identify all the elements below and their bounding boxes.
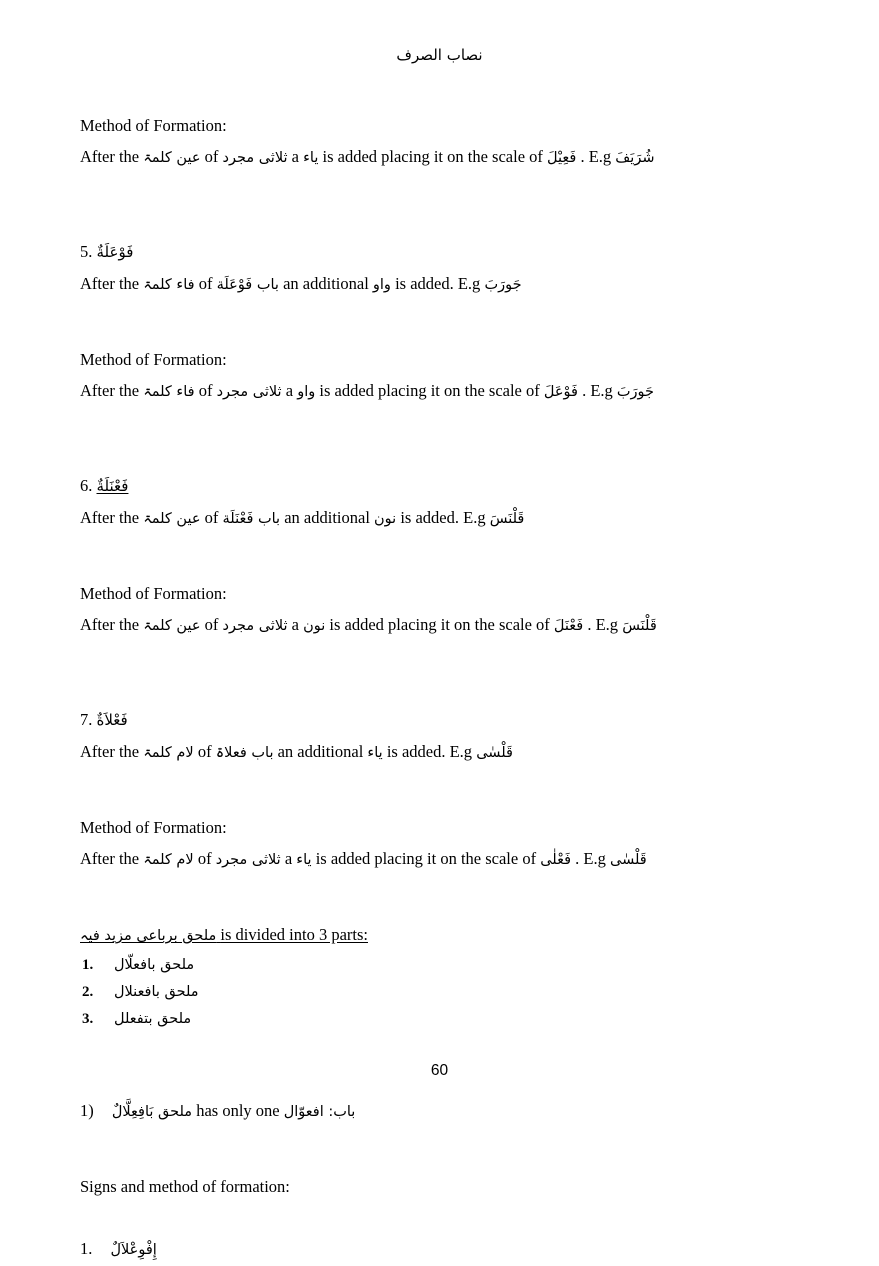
spacer bbox=[80, 301, 780, 344]
spacer bbox=[80, 174, 780, 236]
kalima-term: عین کلمۃ bbox=[143, 618, 201, 634]
added-letter: یاء bbox=[303, 150, 319, 166]
added-letter: نون bbox=[303, 618, 326, 634]
method-of-formation-heading: Method of Formation: bbox=[80, 116, 227, 135]
document-body bbox=[80, 110, 780, 1266]
after-the-label: After the bbox=[80, 742, 140, 761]
eg-label: . E.g bbox=[587, 615, 619, 634]
formation-mid-text: is added placing it on the scale of bbox=[329, 615, 550, 634]
of-label: of bbox=[197, 849, 212, 868]
added-letter: یاء bbox=[296, 852, 312, 868]
signs-item bbox=[80, 1233, 780, 1266]
signs-item-number: 1. bbox=[80, 1239, 93, 1258]
parts-heading-arabic: ملحق برباعی مزید فیہ bbox=[80, 928, 217, 944]
section-7-number: 7. bbox=[80, 710, 93, 729]
running-head bbox=[0, 46, 879, 66]
formation-block-faeel bbox=[80, 110, 780, 174]
article-a: a bbox=[285, 381, 294, 400]
list-item bbox=[80, 1006, 780, 1033]
bab-section-marker: 1) bbox=[80, 1101, 94, 1120]
eg-label: . E.g bbox=[580, 147, 612, 166]
scale-term: فَعْلٰی bbox=[540, 852, 572, 868]
section-7-title: فَعْلاَةٌ bbox=[96, 711, 128, 729]
section-7-rule-line bbox=[80, 736, 780, 769]
scale-term: فَعْنَلَ bbox=[553, 618, 584, 634]
example-term: قَلْسٰی bbox=[476, 745, 513, 761]
signs-section bbox=[80, 1171, 780, 1266]
mujarrad-term: ثلاثی مجرد bbox=[216, 384, 282, 400]
spacer bbox=[80, 769, 780, 812]
after-the-label: After the bbox=[80, 849, 140, 868]
formation-mid-text: is added placing it on the scale of bbox=[322, 147, 543, 166]
parts-heading-wrap bbox=[80, 919, 780, 952]
parts-list bbox=[80, 952, 780, 1033]
after-the-label: After the bbox=[80, 615, 140, 634]
section-5-formation-line bbox=[80, 375, 780, 408]
section-5-number: 5. bbox=[80, 242, 93, 261]
bab-section-bab: باب: افعوّال bbox=[283, 1104, 356, 1120]
section-7-formation bbox=[80, 812, 780, 876]
additional-label: an additional bbox=[277, 742, 364, 761]
eg-label: . E.g bbox=[575, 849, 606, 868]
section-5 bbox=[80, 236, 780, 301]
section-7 bbox=[80, 704, 780, 769]
bab-section-term: ملحق بَافِعِلَّالٌ bbox=[111, 1104, 193, 1120]
rule-mid-text: is added. E.g bbox=[395, 274, 481, 293]
section-5-heading bbox=[80, 236, 780, 268]
of-label: of bbox=[197, 742, 212, 761]
bab-section bbox=[80, 1095, 780, 1128]
of-label: of bbox=[204, 147, 219, 166]
section-6-number: 6. bbox=[80, 476, 93, 495]
list-item-label: ملحق بافعلّال bbox=[114, 957, 195, 973]
added-letter: واو bbox=[297, 384, 316, 400]
of-label: of bbox=[204, 508, 219, 527]
spacer bbox=[80, 876, 780, 919]
running-head-text: نصاب الصرف bbox=[396, 46, 483, 64]
article-a: a bbox=[291, 147, 299, 166]
section-6-rule-line bbox=[80, 502, 780, 535]
section-5-title: فَوْعَلَةٌ bbox=[96, 243, 134, 261]
rule-mid-text: is added. E.g bbox=[400, 508, 486, 527]
rule-mid-text: is added. E.g bbox=[386, 742, 473, 761]
kalima-term: فاء کلمۃ bbox=[143, 384, 195, 400]
bab-term: باب فعلاۃ bbox=[215, 745, 274, 761]
list-item-number: 2. bbox=[82, 984, 94, 1000]
mujarrad-term: ثلاثی مجرد bbox=[222, 618, 288, 634]
kalima-term: لام کلمۃ bbox=[143, 745, 194, 761]
scale-term: فَوْعَلَ bbox=[543, 384, 578, 400]
section-7-heading bbox=[80, 704, 780, 736]
example-term: جَورَبَ bbox=[616, 384, 655, 400]
spacer bbox=[80, 642, 780, 704]
mujarrad-term: ثلاثی مجرد bbox=[222, 150, 288, 166]
after-the-label: After the bbox=[80, 147, 140, 166]
after-the-label: After the bbox=[80, 381, 140, 400]
spacer bbox=[80, 535, 780, 578]
method-of-formation-heading: Method of Formation: bbox=[80, 818, 227, 837]
section-6 bbox=[80, 470, 780, 535]
kalima-term: عین کلمۃ bbox=[143, 150, 201, 166]
article-a: a bbox=[291, 615, 299, 634]
after-the-label: After the bbox=[80, 508, 140, 527]
section-6-formation-line bbox=[80, 609, 780, 642]
section-6-formation bbox=[80, 578, 780, 642]
formation-rule-line bbox=[80, 141, 780, 174]
example-term: قَلْنَسَ bbox=[622, 618, 657, 634]
bab-section-text: has only one bbox=[196, 1101, 280, 1120]
list-item bbox=[80, 952, 780, 979]
parts-section bbox=[80, 919, 780, 1033]
kalima-term: لام کلمۃ bbox=[143, 852, 194, 868]
signs-item-text: إِفْوِعْلاَلٌ bbox=[110, 1242, 157, 1258]
list-item bbox=[80, 979, 780, 1006]
additional-label: an additional bbox=[284, 508, 370, 527]
section-5-formation bbox=[80, 344, 780, 408]
of-label: of bbox=[198, 381, 213, 400]
example-term: شُرَیَفَ bbox=[615, 150, 655, 166]
list-item-label: ملحق بافعنلال bbox=[114, 984, 199, 1000]
article-a: a bbox=[284, 849, 293, 868]
example-term: قَلْنَسَ bbox=[489, 511, 525, 527]
added-letter: نون bbox=[374, 511, 397, 527]
example-term: قَلْسٰی bbox=[609, 852, 647, 868]
eg-label: . E.g bbox=[582, 381, 613, 400]
bab-term: باب فَعْنَلَة bbox=[222, 511, 281, 527]
bab-term: باب فَوْعَلَة bbox=[216, 277, 279, 293]
spacer bbox=[80, 1128, 780, 1171]
spacer bbox=[80, 408, 780, 470]
parts-heading-english: is divided into 3 parts: bbox=[220, 925, 368, 944]
list-item-label: ملحق بتفعلل bbox=[114, 1011, 192, 1027]
kalima-term: فاء کلمۃ bbox=[143, 277, 195, 293]
added-letter: یاء bbox=[367, 745, 383, 761]
list-item-number: 3. bbox=[82, 1011, 94, 1027]
method-of-formation-heading: Method of Formation: bbox=[80, 584, 227, 603]
formation-mid-text: is added placing it on the scale of bbox=[315, 849, 537, 868]
section-7-formation-line bbox=[80, 843, 780, 876]
of-label: of bbox=[198, 274, 213, 293]
spacer bbox=[80, 1202, 780, 1233]
parts-heading bbox=[80, 919, 368, 952]
method-of-formation-heading: Method of Formation: bbox=[80, 350, 227, 369]
bab-section-line bbox=[80, 1095, 780, 1128]
signs-heading: Signs and method of formation: bbox=[80, 1177, 290, 1196]
list-item-number: 1. bbox=[82, 957, 94, 973]
additional-label: an additional bbox=[283, 274, 369, 293]
mujarrad-term: ثلاثی مجرد bbox=[215, 852, 281, 868]
section-6-heading bbox=[80, 470, 780, 502]
added-letter: واو bbox=[372, 277, 391, 293]
page-number: 60 bbox=[430, 1062, 449, 1079]
example-term: جَورَبَ bbox=[484, 277, 522, 293]
formation-mid-text: is added placing it on the scale of bbox=[319, 381, 540, 400]
after-the-label: After the bbox=[80, 274, 140, 293]
of-label: of bbox=[204, 615, 219, 634]
kalima-term: عین کلمۃ bbox=[143, 511, 201, 527]
scale-term: فَعِیْلَ bbox=[547, 150, 577, 166]
section-5-rule-line bbox=[80, 268, 780, 301]
section-6-title: فَعْنَلَةٌ bbox=[96, 477, 129, 495]
